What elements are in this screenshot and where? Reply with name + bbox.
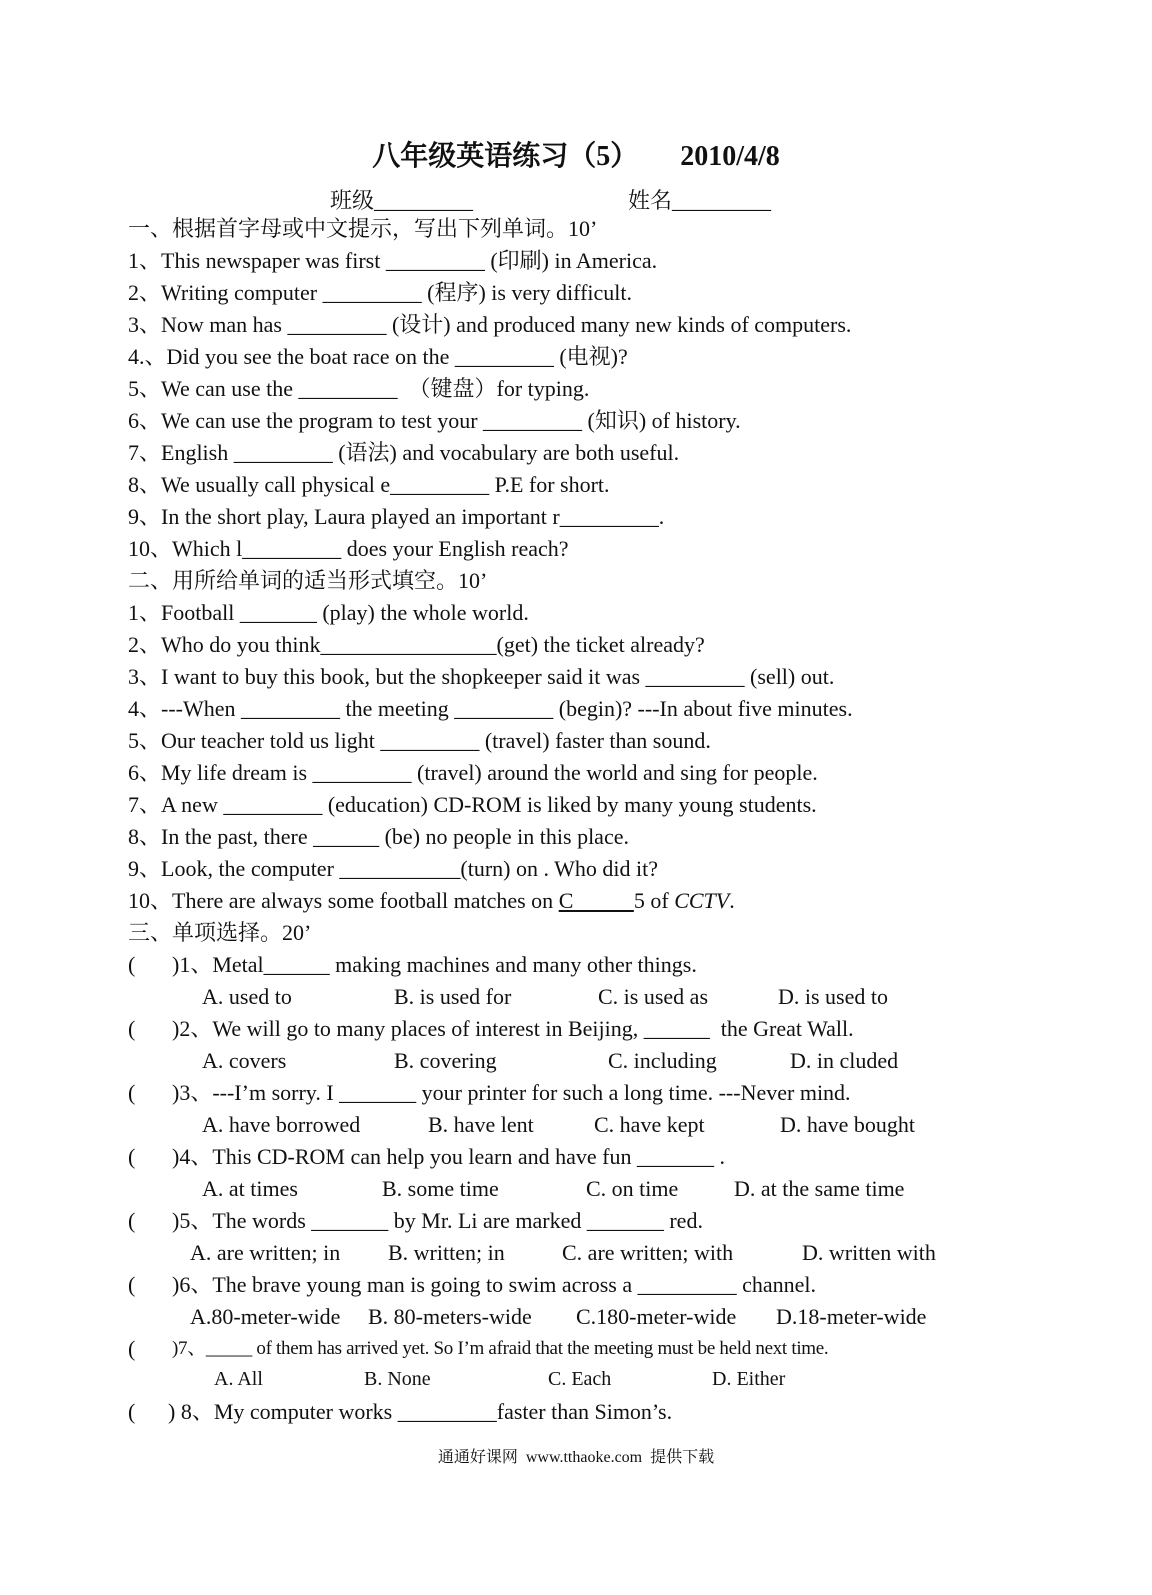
option-d: D. in cluded xyxy=(790,1048,899,1073)
option-a: A. All xyxy=(214,1368,263,1390)
option-d: D. Either xyxy=(712,1368,786,1390)
option-c: C. on time xyxy=(586,1176,679,1201)
option-d: D. is used to xyxy=(778,984,888,1009)
section2-item: 3、I want to buy this book, but the shopkeeper said it was _________ (sell) out. xyxy=(128,664,835,689)
section1-item: 1、This newspaper was first _________ (印刷) in America. xyxy=(128,248,658,273)
option-b: B. have lent xyxy=(428,1112,534,1137)
item10-mid: 5 of xyxy=(633,888,675,913)
option-b: B. None xyxy=(364,1368,431,1390)
question-3: )3、---I’m sorry. I _______ your printer for such a long time. ---Never mind. xyxy=(172,1080,851,1105)
option-b: B. written; in xyxy=(388,1240,505,1265)
option-a: A. covers xyxy=(202,1048,287,1073)
section2-item: 6、My life dream is _________ (travel) around the world and sing for people. xyxy=(128,760,818,785)
section1-item: 10、Which l_________ does your English reach? xyxy=(128,536,569,561)
question-5: )5、The words _______ by Mr. Li are marked _______ red. xyxy=(172,1208,703,1233)
option-d: D. have bought xyxy=(780,1112,916,1137)
option-d: D. at the same time xyxy=(734,1176,905,1201)
option-b: B. is used for xyxy=(394,984,512,1009)
answer-paren: ( xyxy=(128,1399,136,1424)
option-d: D. written with xyxy=(802,1240,936,1265)
item10-end: . xyxy=(729,888,735,913)
answer-paren: ( xyxy=(128,952,136,977)
option-a: A. are written; in xyxy=(190,1240,341,1265)
option-b: B. some time xyxy=(382,1176,499,1201)
section1-item: 9、In the short play, Laura played an important r_________. xyxy=(128,504,665,529)
section1-item: 6、We can use the program to test your _________ (知识) of history. xyxy=(128,408,741,433)
question-6: )6、The brave young man is going to swim across a _________ channel. xyxy=(172,1272,816,1297)
question-7: )7、_____ of them has arrived yet. So I’m afraid that the meeting must be held next time. xyxy=(172,1338,829,1359)
section2-heading: 二、用所给单词的适当形式填空。10’ xyxy=(128,568,488,593)
section2-item: 1、Football _______ (play) the whole world. xyxy=(128,600,529,625)
item10-text: 10、There are always some football matches on xyxy=(128,888,559,913)
section2-item: 8、In the past, there ______ (be) no people in this place. xyxy=(128,824,629,849)
section2-item: 7、A new _________ (education) CD-ROM is liked by many young students. xyxy=(128,792,817,817)
option-a: A.80-meter-wide xyxy=(190,1304,341,1329)
answer-paren: ( xyxy=(128,1080,136,1105)
footer-credit: 通通好课网 www.tthaoke.com 提供下载 xyxy=(437,1449,715,1466)
item10-blank: C xyxy=(558,888,634,913)
option-c: C.180-meter-wide xyxy=(576,1304,737,1329)
answer-paren: ( xyxy=(128,1144,136,1169)
option-c: C. have kept xyxy=(594,1112,705,1137)
option-a: A. at times xyxy=(202,1176,298,1201)
section1-item: 7、English _________ (语法) and vocabulary are both useful. xyxy=(128,440,680,465)
section1-item: 3、Now man has _________ (设计) and produced many new kinds of computers. xyxy=(128,312,852,337)
name-row xyxy=(0,184,1152,216)
section2-item: 2、Who do you think________________(get) the ticket already? xyxy=(128,632,705,657)
question-1: )1、Metal______ making machines and many other things. xyxy=(172,952,697,977)
section2-item: 4、---When _________ the meeting _________ (begin)? ---In about five minutes. xyxy=(128,696,853,721)
option-c: C. is used as xyxy=(598,984,708,1009)
section1-heading: 一、根据首字母或中文提示，写出下列单词。10’ xyxy=(128,216,598,241)
option-c: C. are written; with xyxy=(562,1240,734,1265)
item10-cctv: CCTV xyxy=(674,888,730,913)
section2-item: 9、Look, the computer ___________(turn) on . Who did it? xyxy=(128,856,658,881)
question-8: ) 8、My computer works _________faster than Simon’s. xyxy=(168,1399,673,1424)
answer-paren: ( xyxy=(128,1336,136,1361)
section1-item: 5、We can use the _________ （键盘）for typing. xyxy=(128,376,590,401)
question-4: )4、This CD-ROM can help you learn and have fun _______ . xyxy=(172,1144,725,1169)
option-a: A. used to xyxy=(202,984,292,1009)
option-b: B. covering xyxy=(394,1048,497,1073)
section1-item: 2、Writing computer _________ (程序) is very difficult. xyxy=(128,280,633,305)
option-d: D.18-meter-wide xyxy=(776,1304,927,1329)
page-title: 八年级英语练习（5） 2010/4/8 xyxy=(372,141,780,172)
section2-item-10 xyxy=(128,886,735,916)
name-field: 姓名_________ xyxy=(628,188,772,213)
class-field: 班级_________ xyxy=(330,188,474,213)
section3-heading: 三、单项选择。20’ xyxy=(128,920,312,945)
section1-item: 4.、Did you see the boat race on the _________ (电视)? xyxy=(128,344,628,369)
answer-paren: ( xyxy=(128,1272,136,1297)
option-c: C. including xyxy=(608,1048,717,1073)
section2-item: 5、Our teacher told us light _________ (travel) faster than sound. xyxy=(128,728,711,753)
option-c: C. Each xyxy=(548,1368,612,1390)
answer-paren: ( xyxy=(128,1016,136,1041)
option-b: B. 80-meters-wide xyxy=(368,1304,532,1329)
answer-paren: ( xyxy=(128,1208,136,1233)
section1-item: 8、We usually call physical e_________ P.E for short. xyxy=(128,472,610,497)
option-a: A. have borrowed xyxy=(202,1112,361,1137)
question-2: )2、We will go to many places of interest in Beijing, ______ the Great Wall. xyxy=(172,1016,854,1041)
